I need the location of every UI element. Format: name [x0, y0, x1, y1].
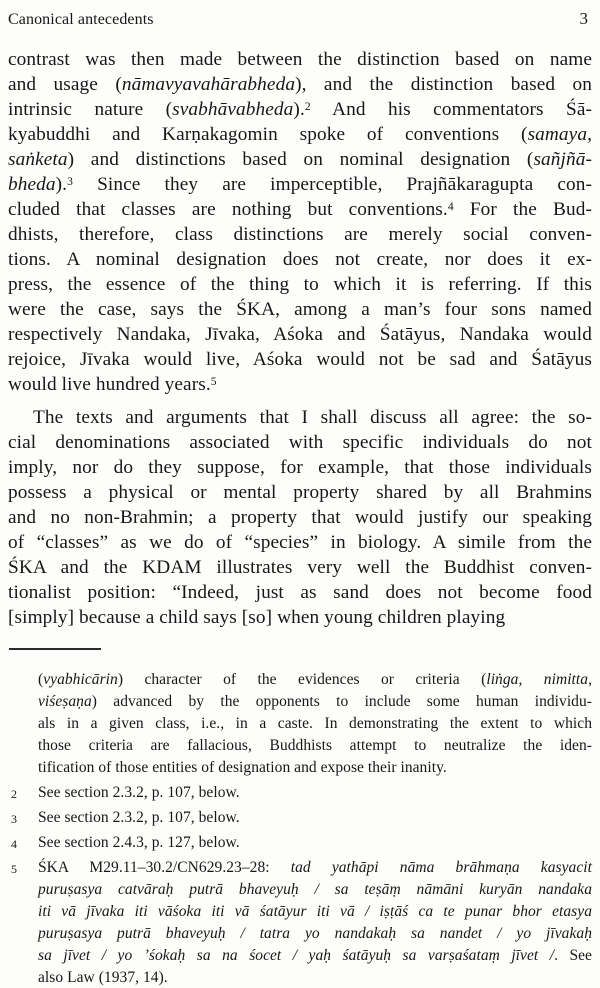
text-run: also Law (1937, 14). — [38, 969, 168, 986]
text-run: rejoice, Jīvaka would live, Aśoka would not be sad and Śatāyus — [8, 349, 592, 370]
text-run: possess a physical or mental property shared by all Brahmins — [8, 482, 592, 503]
text-run: viśeṣaṇa — [38, 693, 92, 710]
text-run: ) advanced by the opponents to include some human individu- — [91, 693, 592, 710]
text-run: ŚKA M29.11–30.2/CN629.23–28: — [38, 859, 291, 876]
text-line — [38, 691, 592, 713]
text-line — [38, 923, 592, 945]
footnote-3 — [8, 807, 592, 829]
text-run: samaya, — [527, 124, 592, 145]
text-line — [8, 197, 592, 222]
footnote-5 — [8, 857, 592, 988]
text-run: tionalist position: “Indeed, just as sand does not become food — [8, 582, 592, 603]
text-run: See section 2.3.2, p. 107, below. — [38, 809, 240, 826]
text-line — [8, 505, 592, 530]
text-run: The texts and arguments that I shall discuss all agree: the so- — [33, 407, 592, 428]
text-run: kyabuddhi and Karṇakagomin spoke of conventions ( — [8, 124, 528, 145]
text-run: of “classes” as we do of “species” in biology. A simile from the — [8, 532, 592, 553]
text-line — [38, 832, 592, 854]
text-line — [8, 322, 592, 347]
footnote-text — [38, 832, 592, 854]
footnote-2 — [8, 782, 592, 804]
text-run: Since they are imperceptible, Prajñākaragupta con- — [72, 174, 592, 195]
footnote-number: 3 — [11, 812, 18, 826]
text-line — [8, 480, 592, 505]
text-line — [8, 430, 592, 455]
text-run: intrinsic nature ( — [8, 99, 173, 120]
text-line — [8, 72, 592, 97]
text-run: tification of those entities of designation and expose their inanity. — [38, 759, 447, 776]
paragraph-2 — [8, 405, 592, 630]
text-run: those criteria are fallacious, Buddhists attempt to neutralize the iden- — [38, 737, 592, 754]
text-run: als in a given class, i.e., in a caste. In demonstrating the extent to which — [38, 715, 592, 732]
text-line — [8, 172, 592, 197]
text-line — [8, 97, 592, 122]
text-run: puruṣasya catvāraḥ putrā bhaveyuḥ / sa teṣāṃ nāmāni kuryān nandaka — [38, 881, 592, 898]
text-run: sañjñā- — [533, 149, 592, 170]
text-run: liṅga, nimitta, — [486, 671, 592, 688]
text-run: contrast was then made between the distinction based on name — [8, 49, 592, 70]
text-run: puruṣasya putrā bhaveyuḥ / tatra yo nandakaḥ sa nandet / yo jīvakaḥ — [38, 925, 592, 942]
text-run: cial denominations associated with specific individuals do not — [8, 432, 592, 453]
text-run: respectively Nandaka, Jīvaka, Aśoka and Śatāyus, Nandaka would — [8, 324, 592, 345]
text-run: and usage ( — [8, 74, 122, 95]
text-run: . See — [554, 947, 592, 964]
text-line — [8, 555, 592, 580]
text-line — [8, 580, 592, 605]
paragraph-1 — [8, 47, 592, 397]
text-line — [38, 967, 592, 988]
page-header — [8, 8, 592, 31]
text-line — [8, 272, 592, 297]
text-line — [38, 782, 592, 804]
text-line — [38, 713, 592, 735]
text-line — [8, 297, 592, 322]
footnote-4 — [8, 832, 592, 854]
footnote-text — [38, 669, 592, 779]
text-run: iti vā jīvaka iti vāśoka iti vā śatāyur iti vā / iṣṭāś ca te punar bhor etasya — [38, 903, 592, 920]
text-run: ( — [38, 671, 44, 688]
text-run: press, the essence of the thing to which it is referring. If this — [8, 274, 592, 295]
text-line — [38, 757, 592, 779]
text-run: See section 2.3.2, p. 107, below. — [38, 784, 240, 801]
text-line — [38, 857, 592, 879]
text-line — [8, 347, 592, 372]
text-line — [8, 605, 592, 630]
text-line — [38, 901, 592, 923]
text-line — [8, 455, 592, 480]
footnote-ref: 2 — [304, 99, 311, 113]
text-line — [8, 405, 592, 430]
footnote-text — [38, 782, 592, 804]
page-number: 3 — [579, 9, 588, 28]
text-run: ) character of the evidences or criteria ( — [117, 671, 487, 688]
text-run: [simply] because a child says [so] when young children playing — [8, 607, 506, 628]
text-run: imply, nor do they suppose, for example, that those individuals — [8, 457, 592, 478]
running-title: Canonical antecedents — [8, 11, 154, 28]
footnote-number-empty — [8, 670, 38, 780]
text-line — [8, 247, 592, 272]
text-run: See section 2.4.3, p. 127, below. — [38, 834, 240, 851]
text-line — [8, 222, 592, 247]
text-line — [38, 945, 592, 967]
text-run: ), and the distinction based on — [295, 74, 592, 95]
footnote-continuation — [8, 669, 592, 779]
text-run: For the Bud- — [453, 199, 592, 220]
text-line — [38, 879, 592, 901]
text-run: were the case, says the ŚKA, among a man’s four sons named — [8, 299, 592, 320]
text-line — [38, 807, 592, 829]
text-line — [8, 530, 592, 555]
text-run: ) and distinctions based on nominal designation ( — [67, 149, 534, 170]
body-text — [8, 47, 592, 630]
footnote-text — [38, 807, 592, 829]
text-run: sa jīvet / yo ’śokaḥ sa na śocet / yaḥ śatāyuḥ sa varṣaśataṃ jīvet / — [38, 947, 555, 964]
footnote-number: 2 — [11, 787, 18, 801]
text-run: ŚKA and the KDAM illustrates very well the Buddhist conven- — [8, 557, 592, 578]
footnote-number: 4 — [11, 837, 18, 851]
text-run: ). — [55, 174, 68, 195]
footnote-ref: 5 — [210, 374, 217, 388]
text-line — [38, 735, 592, 757]
text-run: tions. A nominal designation does not create, nor does it ex- — [8, 249, 592, 270]
text-run: saṅketa — [8, 149, 68, 170]
footnote-text — [38, 857, 592, 988]
text-run: svabhāvabheda — [172, 99, 294, 120]
text-line — [8, 47, 592, 72]
footnote-divider — [9, 648, 101, 650]
text-run: bheda — [8, 174, 56, 195]
text-run: tad yathāpi nāma brāhmaṇa kasyacit — [290, 859, 592, 876]
text-line — [8, 372, 592, 397]
footnotes — [8, 669, 592, 988]
text-run: vyabhicārin — [43, 671, 118, 688]
text-run: dhists, therefore, class distinctions are merely social conven- — [8, 224, 592, 245]
text-run: nāmavyavahārabheda — [121, 74, 296, 95]
text-line — [38, 669, 592, 691]
footnote-number: 5 — [11, 862, 18, 876]
text-run: would live hundred years. — [8, 374, 211, 395]
footnote-ref: 3 — [67, 174, 73, 188]
text-line — [8, 147, 592, 172]
footnote-ref: 4 — [447, 199, 454, 213]
text-run: cluded that classes are nothing but conventions. — [8, 199, 448, 220]
text-run: ). — [293, 99, 305, 120]
text-run: and no non-Brahmin; a property that would justify our speaking — [8, 507, 592, 528]
text-line — [8, 122, 592, 147]
text-run: And his commentators Śā- — [310, 99, 592, 120]
